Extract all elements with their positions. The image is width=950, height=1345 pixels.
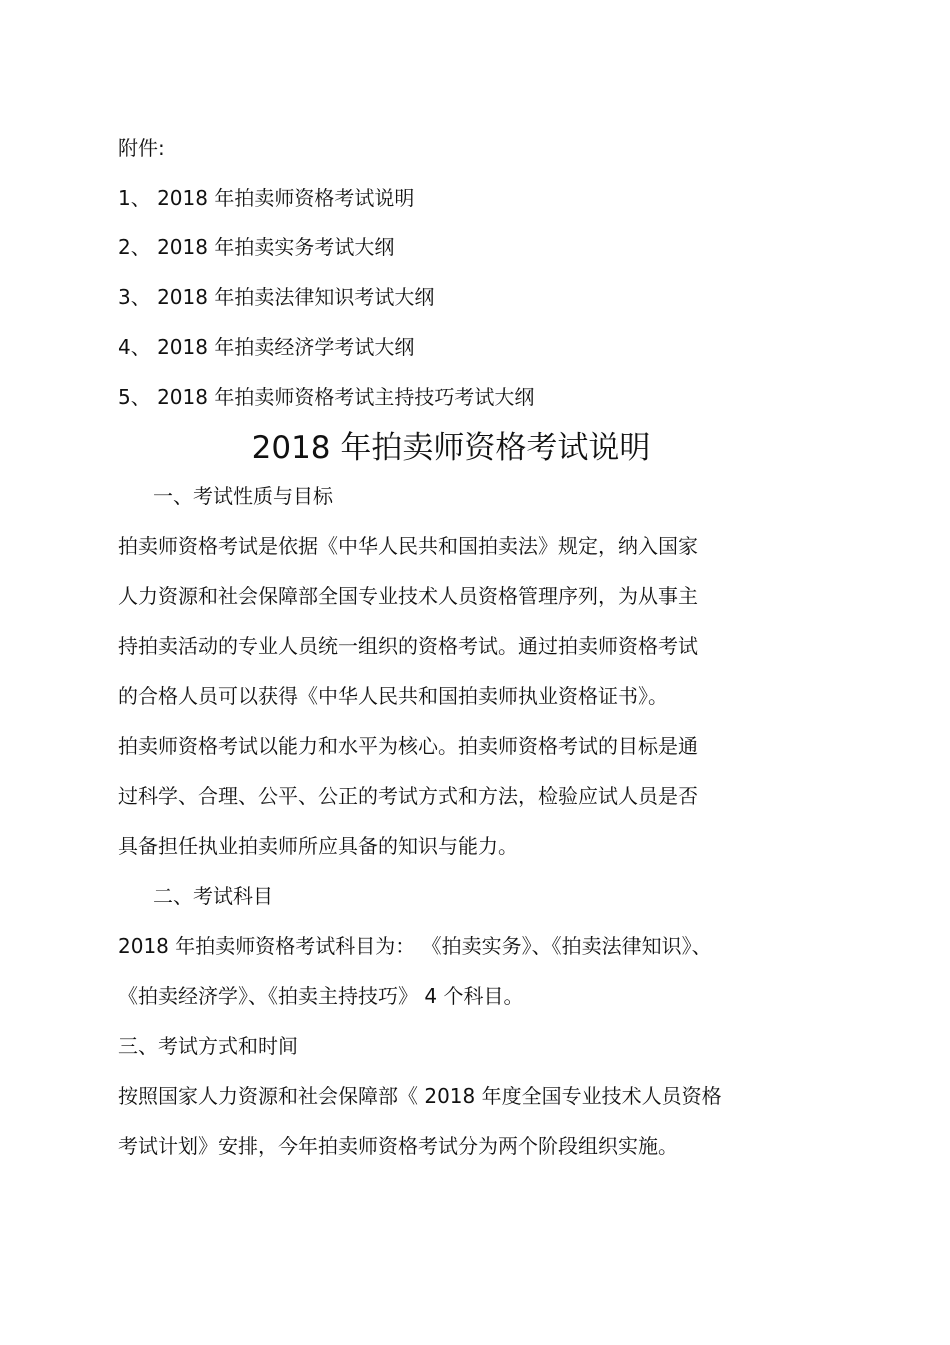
attachment-item: 2、 2018 年拍卖实务考试大纲 [118, 235, 395, 259]
attachments-label: 附件: [118, 136, 165, 160]
attachment-item: 1、 2018 年拍卖师资格考试说明 [118, 186, 415, 210]
body-line: 的合格人员可以获得《中华人民共和国拍卖师执业资格证书》。 [118, 684, 668, 708]
attachment-item: 4、 2018 年拍卖经济学考试大纲 [118, 335, 415, 359]
attachment-item: 5、 2018 年拍卖师资格考试主持技巧考试大纲 [118, 385, 535, 409]
section-heading: 二、考试科目 [153, 884, 273, 908]
section-heading: 三、考试方式和时间 [118, 1034, 298, 1058]
body-line: 人力资源和社会保障部全国专业技术人员资格管理序列，为从事主 [118, 584, 698, 608]
body-line: 《拍卖经济学》、《拍卖主持技巧》 4 个科目。 [118, 984, 524, 1008]
body-line: 按照国家人力资源和社会保障部《 2018 年度全国专业技术人员资格 [118, 1084, 722, 1108]
body-line: 拍卖师资格考试是依据《中华人民共和国拍卖法》规定，纳入国家 [118, 534, 698, 558]
body-line: 2018 年拍卖师资格考试科目为： 《拍卖实务》、《拍卖法律知识》、 [118, 934, 712, 958]
body-line: 考试计划》安排，今年拍卖师资格考试分为两个阶段组织实施。 [118, 1134, 678, 1158]
document-title: 2018 年拍卖师资格考试说明 [251, 430, 651, 466]
body-line: 具备担任执业拍卖师所应具备的知识与能力。 [118, 834, 518, 858]
body-line: 持拍卖活动的专业人员统一组织的资格考试。通过拍卖师资格考试 [118, 634, 698, 658]
body-line: 拍卖师资格考试以能力和水平为核心。拍卖师资格考试的目标是通 [118, 734, 698, 758]
section-heading: 一、考试性质与目标 [153, 484, 333, 508]
body-line: 过科学、合理、公平、公正的考试方式和方法，检验应试人员是否 [118, 784, 698, 808]
attachment-item: 3、 2018 年拍卖法律知识考试大纲 [118, 285, 435, 309]
